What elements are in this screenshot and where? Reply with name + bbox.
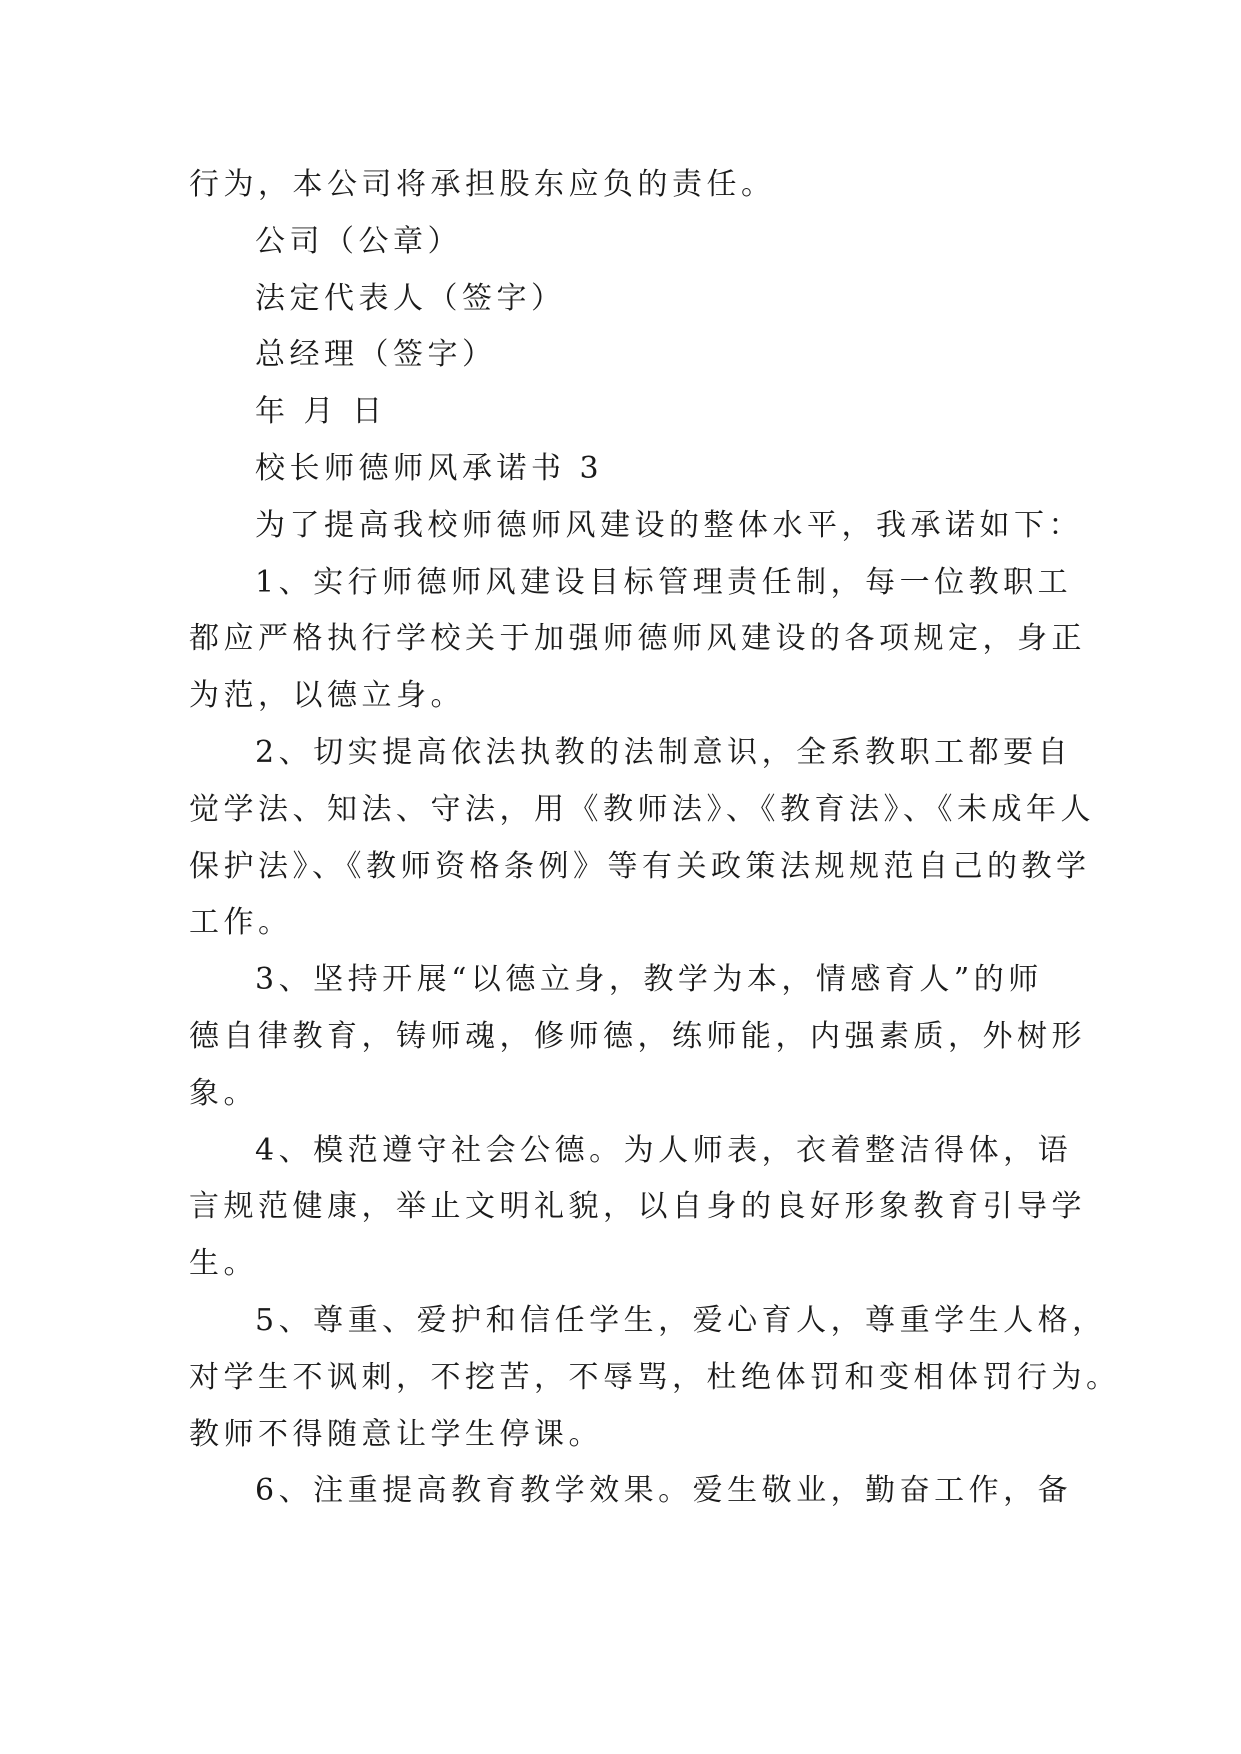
text-line: 行为，本公司将承担股东应负的责任。 xyxy=(189,167,776,202)
item-4-line-2: 言规范健康，举止文明礼貌，以自身的良好形象教育引导学 xyxy=(189,1189,1086,1225)
item-3-line-2: 德自律教育，铸师魂，修师德，练师能，内强素质，外树形 xyxy=(189,1018,1086,1054)
item-2-line-4: 工作。 xyxy=(189,905,293,941)
item-5-line-3: 教师不得随意让学生停课。 xyxy=(189,1416,603,1452)
item-3-line-1: 3、坚持开展“以德立身，教学为本，情感育人”的师 xyxy=(255,962,1043,998)
general-manager-line: 总经理（签字） xyxy=(255,337,497,373)
intro-line: 为了提高我校师德师风建设的整体水平，我承诺如下： xyxy=(255,507,1083,543)
company-seal-line: 公司（公章） xyxy=(255,223,462,259)
item-5-line-1: 5、尊重、爱护和信任学生，爱心育人，尊重学生人格， xyxy=(255,1302,1107,1338)
item-6-line-1: 6、注重提高教育教学效果。爱生敬业，勤奋工作，备 xyxy=(255,1473,1073,1509)
item-2-line-3: 保护法》、《教师资格条例》等有关政策法规规范自己的教学 xyxy=(189,848,1091,884)
item-1-line-1: 1、实行师德师风建设目标管理责任制，每一位教职工 xyxy=(255,564,1073,600)
item-4-line-3: 生。 xyxy=(189,1246,258,1282)
item-1-line-3: 为范，以德立身。 xyxy=(189,678,465,714)
item-2-line-1: 2、切实提高依法执教的法制意识，全系教职工都要自 xyxy=(255,734,1073,770)
section-title: 校长师德师风承诺书 3 xyxy=(255,450,604,486)
item-2-line-2: 觉学法、知法、守法，用《教师法》、《教育法》、《未成年人 xyxy=(189,791,1095,827)
item-1-line-2: 都应严格执行学校关于加强师德师风建设的各项规定，身正 xyxy=(189,621,1086,657)
date-line: 年 月 日 xyxy=(255,394,387,430)
item-3-line-3: 象。 xyxy=(189,1075,258,1111)
item-5-line-2: 对学生不讽刺，不挖苦，不辱骂，杜绝体罚和变相体罚行为。 xyxy=(189,1359,1121,1395)
document-body xyxy=(189,157,1121,1520)
legal-representative-line: 法定代表人（签字） xyxy=(255,280,566,316)
item-4-line-1: 4、模范遵守社会公德。为人师表，衣着整洁得体，语 xyxy=(255,1132,1073,1168)
